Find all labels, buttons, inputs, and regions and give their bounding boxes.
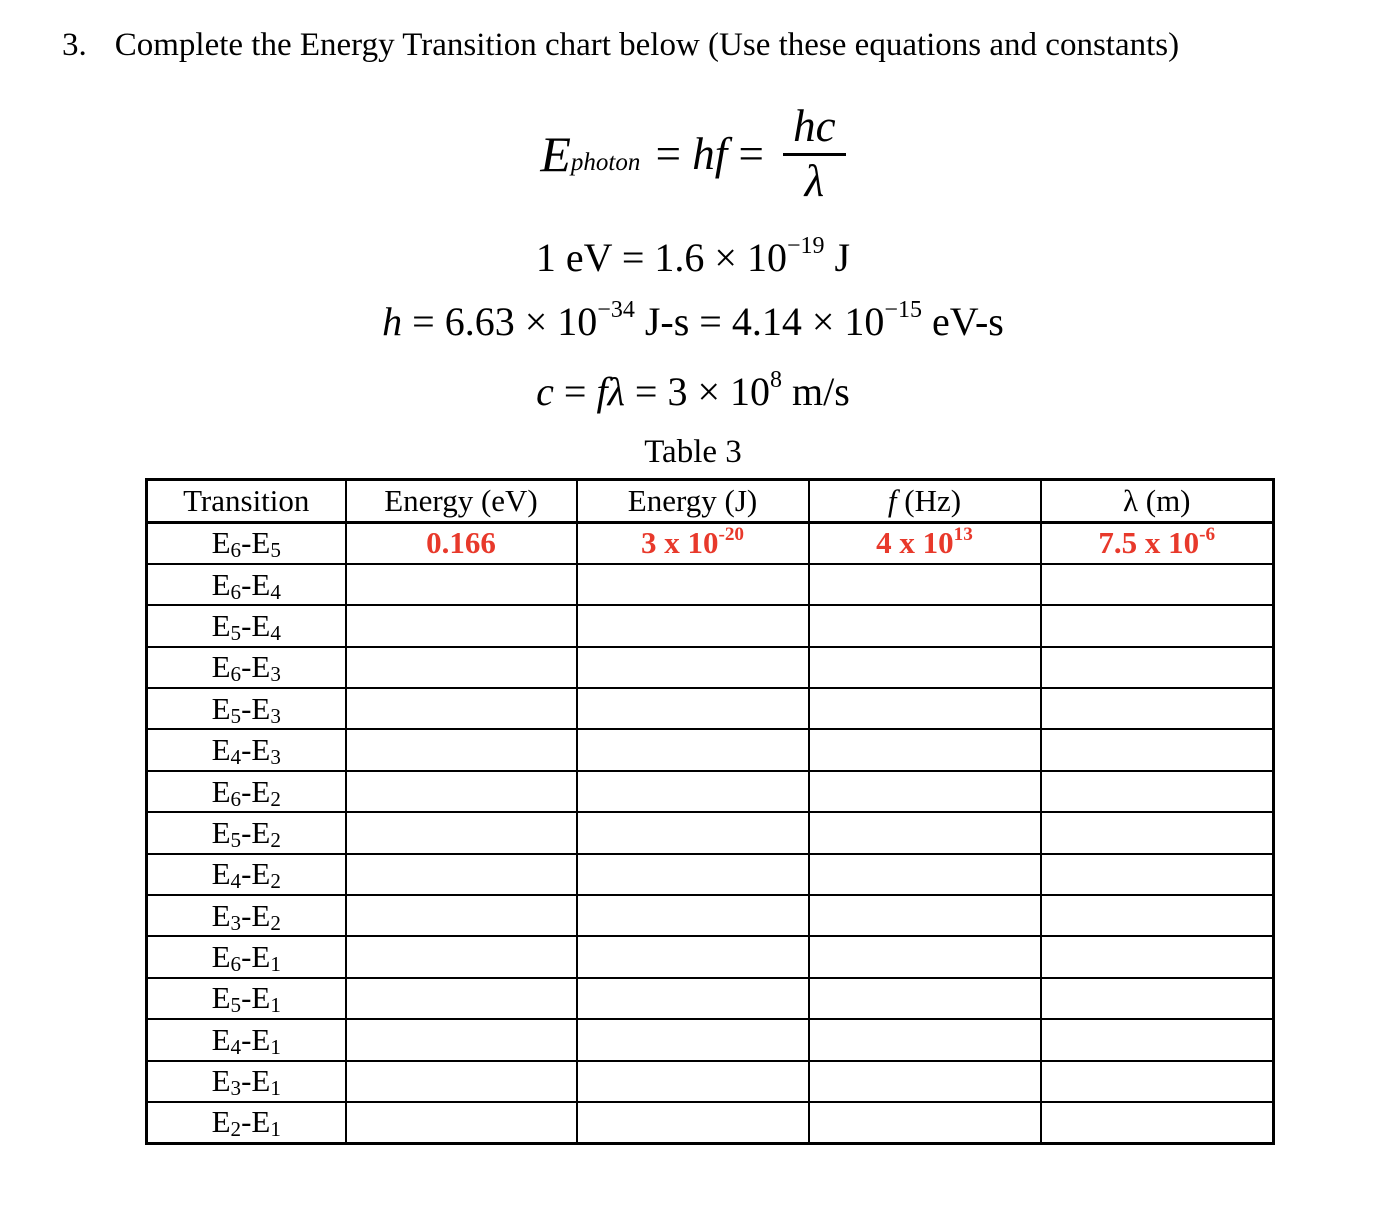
transition-cell: $E_4-E_1$ [147,1019,346,1060]
table-header-row [147,480,1274,523]
value-cell-empty [809,729,1041,770]
table-row [147,605,1274,646]
question-number: 3. [62,27,87,63]
energy-transition-table [145,478,1275,1145]
value-cell-empty [577,688,809,729]
value-cell-empty [577,812,809,853]
planck-unit-evs: eV-s [921,299,1004,344]
value-cell-empty [577,605,809,646]
light-speed-unit: m/s [782,369,850,414]
value-cell-empty [809,812,1041,853]
transition-cell: $E_3-E_2$ [147,895,346,936]
value-cell-empty [809,1019,1041,1060]
equation-photon-energy [0,96,1386,212]
value-cell-empty [346,647,577,688]
value-cell-empty [809,647,1041,688]
hc-over-lambda-fraction [783,100,845,206]
transition-cell: $E_2-E_1$ [147,1102,346,1143]
value-cell-empty [809,895,1041,936]
table-row [147,564,1274,605]
table-row [147,895,1274,936]
planck-exponent-js: −34 [597,297,635,324]
planck-value-evs: J-s = 4.14 × 10 [634,299,885,344]
value-cell-empty [346,936,577,977]
transition-cell: $E_6-E_3$ [147,647,346,688]
transition-cell: $E_3-E_1$ [147,1061,346,1102]
value-cell-empty [346,812,577,853]
value-cell-empty [809,564,1041,605]
transition-cell: $E_4-E_3$ [147,729,346,770]
photon-energy-symbol: E [540,126,571,182]
value-cell-empty [346,895,577,936]
column-header: Transition [147,480,346,523]
value-cell-filled: 0.166 [346,523,577,564]
table-row [147,812,1274,853]
transition-cell: $E_5-E_4$ [147,605,346,646]
table-row [147,688,1274,729]
question-text: Complete the Energy Transition chart below (Use these equations and constants) [114,27,1180,63]
value-cell-empty [577,729,809,770]
planck-value-js: = 6.63 × 10 [402,299,598,344]
value-cell-empty [346,978,577,1019]
value-cell-empty [1041,1019,1274,1060]
value-cell-filled: 4 x $10^{13}$ [809,523,1041,564]
value-cell-empty [577,895,809,936]
equation-ev-joule [0,234,1386,282]
table-row [147,771,1274,812]
equation-speed-of-light [0,368,1386,416]
value-cell-empty [1041,1102,1274,1143]
value-cell-empty [346,854,577,895]
table-row [147,647,1274,688]
value-cell-empty [346,688,577,729]
value-cell-empty [1041,895,1274,936]
value-cell-empty [809,854,1041,895]
value-cell-empty [346,1102,577,1143]
transition-cell: $E_6-E_4$ [147,564,346,605]
table-row [147,1061,1274,1102]
equals-sign: = [644,129,693,179]
value-cell-empty [809,771,1041,812]
value-cell-empty [1041,564,1274,605]
equals-sign: = [727,129,776,179]
value-cell-empty [1041,854,1274,895]
ev-joule-unit: J [824,235,851,280]
transition-cell: $E_5-E_3$ [147,688,346,729]
value-cell-empty [577,978,809,1019]
table-row [147,936,1274,977]
transition-cell: $E_6-E_2$ [147,771,346,812]
question-title [62,26,1386,64]
value-cell-empty [1041,771,1274,812]
fraction-numerator: hc [783,103,845,156]
value-cell-empty [809,688,1041,729]
c-symbol: c [536,369,554,414]
f-lambda-term: fλ [596,369,625,414]
equals-sign: = [553,369,597,414]
table-row [147,523,1274,564]
value-cell-empty [577,647,809,688]
value-cell-empty [1041,1061,1274,1102]
table-row [147,854,1274,895]
value-cell-empty [1041,729,1274,770]
value-cell-empty [346,729,577,770]
hf-term: hf [692,129,728,179]
value-cell-empty [346,1061,577,1102]
value-cell-empty [809,605,1041,646]
worksheet-page [0,26,1386,1223]
planck-exponent-evs: −15 [884,297,922,324]
light-speed-value: = 3 × 10 [624,369,771,414]
value-cell-empty [1041,812,1274,853]
value-cell-empty [346,771,577,812]
value-cell-empty [809,1061,1041,1102]
value-cell-empty [1041,647,1274,688]
table-row [147,978,1274,1019]
column-header: f (Hz) [809,480,1041,523]
table-caption: Table 3 [644,434,742,470]
fraction-denominator: λ [804,156,825,206]
value-cell-empty [577,936,809,977]
value-cell-empty [809,936,1041,977]
value-cell-filled: 7.5 x $10^{-6}$ [1041,523,1274,564]
table-row [147,1019,1274,1060]
transition-cell: $E_4-E_2$ [147,854,346,895]
value-cell-empty [577,771,809,812]
value-cell-filled: 3 x $10^{-20}$ [577,523,809,564]
column-header: λ (m) [1041,480,1274,523]
equation-planck-constant [0,298,1386,346]
column-header: Energy (eV) [346,480,577,523]
value-cell-empty [577,854,809,895]
value-cell-empty [809,978,1041,1019]
ev-joule-text: 1 eV = 1.6 × 10 [535,235,787,280]
value-cell-empty [577,564,809,605]
photon-subscript: photon [570,148,641,176]
transition-cell: $E_6-E_5$ [147,523,346,564]
value-cell-empty [346,1019,577,1060]
planck-symbol: h [382,299,403,344]
value-cell-empty [1041,605,1274,646]
column-header: Energy (J) [577,480,809,523]
table-row [147,1102,1274,1143]
value-cell-empty [809,1102,1041,1143]
value-cell-empty [577,1061,809,1102]
transition-cell: $E_5-E_2$ [147,812,346,853]
ev-joule-exponent: −19 [786,233,825,260]
value-cell-empty [577,1019,809,1060]
value-cell-empty [1041,936,1274,977]
value-cell-empty [1041,978,1274,1019]
table-row [147,729,1274,770]
transition-cell: $E_5-E_1$ [147,978,346,1019]
transition-cell: $E_6-E_1$ [147,936,346,977]
light-speed-exponent: 8 [770,367,783,394]
value-cell-empty [346,605,577,646]
equations-block [0,96,1386,416]
value-cell-empty [346,564,577,605]
value-cell-empty [1041,688,1274,729]
value-cell-empty [577,1102,809,1143]
